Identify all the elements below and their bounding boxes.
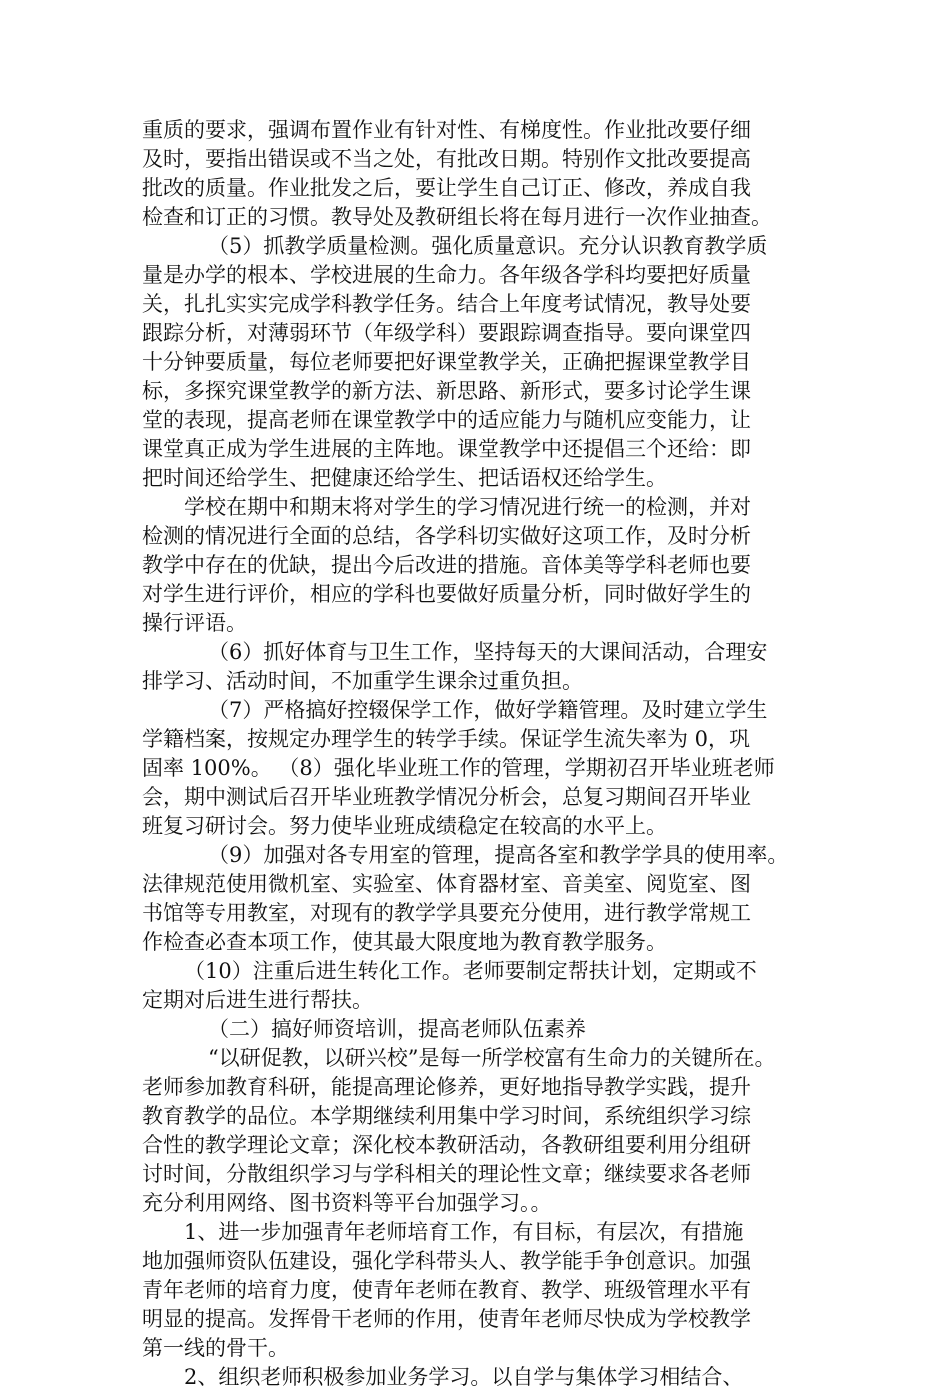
text-line: 2、组织老师积极参加业务学习。以自学与集体学习相结合、 <box>184 1365 744 1389</box>
text-line: 班复习研讨会。努力使毕业班成绩稳定在较高的水平上。 <box>142 814 667 838</box>
text-line: 讨时间，分散组织学习与学科相关的理论性文章；继续要求各老师 <box>142 1162 751 1186</box>
text-line: 十分钟要质量，每位老师要把好课堂教学关，正确把握课堂教学目 <box>142 350 751 374</box>
document-body <box>142 116 842 1392</box>
text-line: 检测的情况进行全面的总结，各学科切实做好这项工作，及时分析 <box>142 524 751 548</box>
text-line: 会，期中测试后召开毕业班教学情况分析会，总复习期间召开毕业 <box>142 785 751 809</box>
text-line: 1、进一步加强青年老师培育工作，有目标，有层次，有措施 <box>184 1220 744 1244</box>
text-line: （7）严格搞好控辍保学工作，做好学籍管理。及时建立学生 <box>208 698 768 722</box>
text-line: （二）搞好师资培训，提高老师队伍素养 <box>208 1017 586 1041</box>
text-line: “以研促教，以研兴校”是每一所学校富有生命力的关键所在。 <box>208 1046 776 1070</box>
text-line: 排学习、活动时间，不加重学生课余过重负担。 <box>142 669 583 693</box>
text-line: 老师参加教育科研，能提高理论修养，更好地指导教学实践，提升 <box>142 1075 751 1099</box>
text-line: 学校在期中和期末将对学生的学习情况进行统一的检测，并对 <box>184 495 751 519</box>
text-line: 青年老师的培育力度，使青年老师在教育、教学、班级管理水平有 <box>142 1278 751 1302</box>
text-line: 重质的要求，强调布置作业有针对性、有梯度性。作业批改要仔细 <box>142 118 751 142</box>
text-line: 固率 100%。 （8）强化毕业班工作的管理，学期初召开毕业班老师 <box>142 756 775 780</box>
text-line: （9）加强对各专用室的管理，提高各室和教学学具的使用率。 <box>208 843 789 867</box>
text-line: 关，扎扎实实完成学科教学任务。结合上年度考试情况，教导处要 <box>142 292 751 316</box>
text-line: 合性的教学理论文章；深化校本教研活动，各教研组要利用分组研 <box>142 1133 751 1157</box>
text-line: 明显的提高。发挥骨干老师的作用，使青年老师尽快成为学校教学 <box>142 1307 751 1331</box>
text-line: 操行评语。 <box>142 611 247 635</box>
text-line: 堂的表现，提高老师在课堂教学中的适应能力与随机应变能力，让 <box>142 408 751 432</box>
text-line: 法律规范使用微机室、实验室、体育器材室、音美室、阅览室、图 <box>142 872 751 896</box>
text-line: 教学中存在的优缺，提出今后改进的措施。音体美等学科老师也要 <box>142 553 751 577</box>
text-line: 学籍档案，按规定办理学生的转学手续。保证学生流失率为 0，巩 <box>142 727 751 751</box>
text-line: 标，多探究课堂教学的新方法、新思路、新形式，要多讨论学生课 <box>142 379 751 403</box>
text-line: （5）抓教学质量检测。强化质量意识。充分认识教育教学质 <box>208 234 768 258</box>
text-line: 充分利用网络、图书资料等平台加强学习。。 <box>142 1191 552 1215</box>
text-line: 对学生进行评价，相应的学科也要做好质量分析，同时做好学生的 <box>142 582 751 606</box>
text-line: 批改的质量。作业批发之后，要让学生自己订正、修改，养成自我 <box>142 176 751 200</box>
text-line: 跟踪分析，对薄弱环节（年级学科）要跟踪调查指导。要向课堂四 <box>142 321 751 345</box>
text-line: 定期对后进生进行帮扶。 <box>142 988 373 1012</box>
text-line: 地加强师资队伍建设，强化学科带头人、教学能手争创意识。加强 <box>142 1249 751 1273</box>
text-line: 把时间还给学生、把健康还给学生、把话语权还给学生。 <box>142 466 667 490</box>
text-line: 书馆等专用教室，对现有的教学学具要充分使用，进行教学常规工 <box>142 901 751 925</box>
text-line: （10）注重后进生转化工作。老师要制定帮扶计划，定期或不 <box>184 959 757 983</box>
text-line: 课堂真正成为学生进展的主阵地。课堂教学中还提倡三个还给：即 <box>142 437 751 461</box>
text-line: 及时，要指出错误或不当之处，有批改日期。特别作文批改要提高 <box>142 147 751 171</box>
text-line: 第一线的骨干。 <box>142 1336 289 1360</box>
text-line: 作检查必查本项工作，使其最大限度地为教育教学服务。 <box>142 930 667 954</box>
text-line: （6）抓好体育与卫生工作，坚持每天的大课间活动，合理安 <box>208 640 768 664</box>
text-line: 教育教学的品位。本学期继续利用集中学习时间，系统组织学习综 <box>142 1104 751 1128</box>
text-line: 检查和订正的习惯。教导处及教研组长将在每月进行一次作业抽查。 <box>142 205 772 229</box>
text-line: 量是办学的根本、学校进展的生命力。各年级各学科均要把好质量 <box>142 263 751 287</box>
